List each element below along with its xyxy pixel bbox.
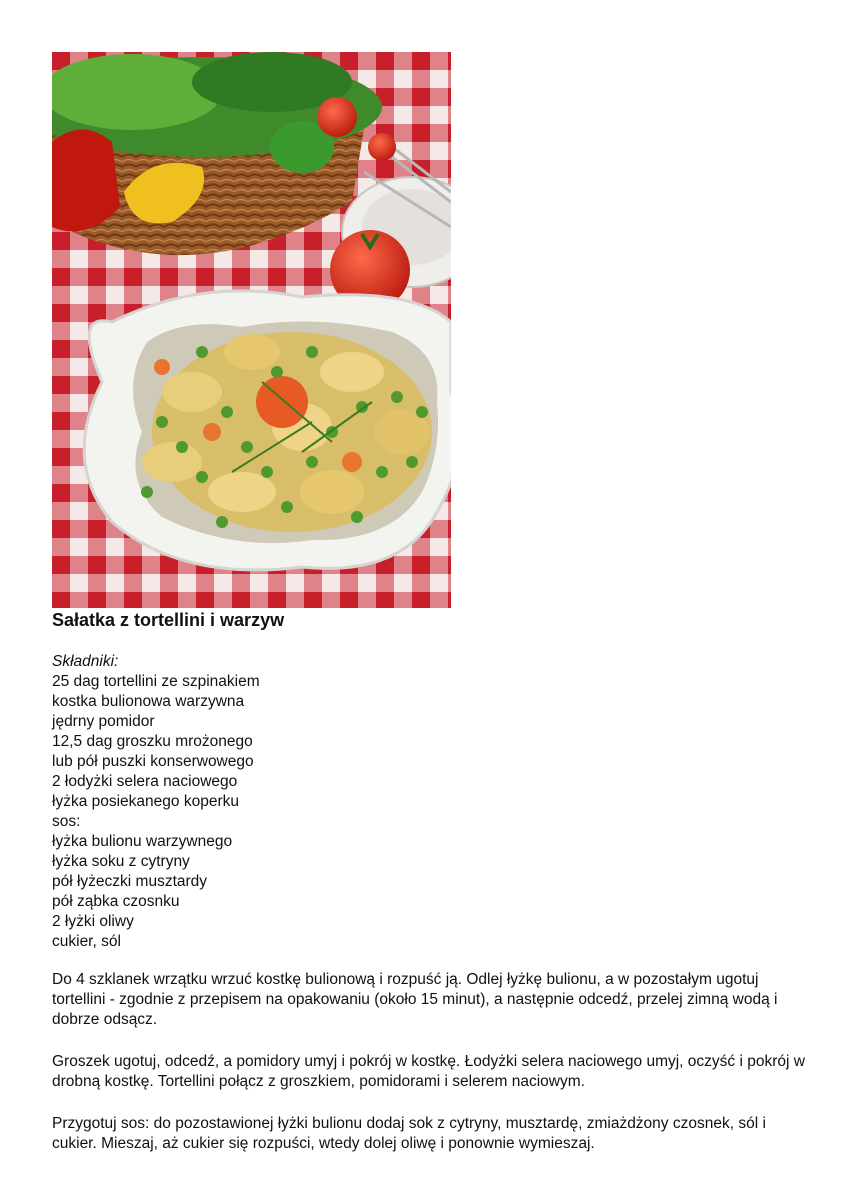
ingredient-item: 2 łyżki oliwy [52,913,134,930]
ingredient-item: pół łyżeczki musztardy [52,873,208,890]
ingredient-item: cukier, sól [52,933,121,950]
ingredients-heading: Składniki: [52,653,119,670]
ingredients-list [52,652,260,952]
recipe-title: Sałatka z tortellini i warzyw [52,610,285,630]
ingredient-item: 25 dag tortellini ze szpinakiem [52,673,260,690]
ingredient-item: kostka bulionowa warzywna [52,693,245,710]
ingredient-item: 2 łodyżki selera naciowego [52,773,238,790]
ingredient-item: łyżka soku z cytryny [52,853,190,870]
ingredient-item: 12,5 dag groszku mrożonego [52,733,253,750]
recipe-photo [52,52,451,608]
preparation-steps [52,970,812,1176]
step-paragraph: Groszek ugotuj, odcedź, a pomidory umyj i pokrój w kostkę. Łodyżki selera naciowego umyj, oczyść i pokrój w drobną kostkę. Tortellini połącz z groszkiem, pomidorami i selerem naciowym. [52,1053,805,1090]
ingredient-item: łyżka posiekanego koperku [52,793,239,810]
step-paragraph: Do 4 szklanek wrzątku wrzuć kostkę bulionową i rozpuść ją. Odlej łyżkę bulionu, a w pozostałym ugotuj tortellini - zgodnie z przepisem na opakowaniu (około 15 minut), a następnie odcedź, przelej zimną wodą i dobrze odsącz. [52,971,778,1028]
ingredient-item: łyżka bulionu warzywnego [52,833,233,850]
ingredient-item: jędrny pomidor [52,713,155,730]
sauce-heading: sos: [52,813,81,830]
ingredient-item: pół ząbka czosnku [52,893,180,910]
ingredient-item: lub pół puszki konserwowego [52,753,254,770]
step-paragraph: Przygotuj sos: do pozostawionej łyżki bulionu dodaj sok z cytryny, musztardę, zmiażdżony czosnek, sól i cukier. Mieszaj, aż cukier się rozpuści, wtedy dolej oliwę i ponownie wymieszaj. [52,1115,766,1152]
